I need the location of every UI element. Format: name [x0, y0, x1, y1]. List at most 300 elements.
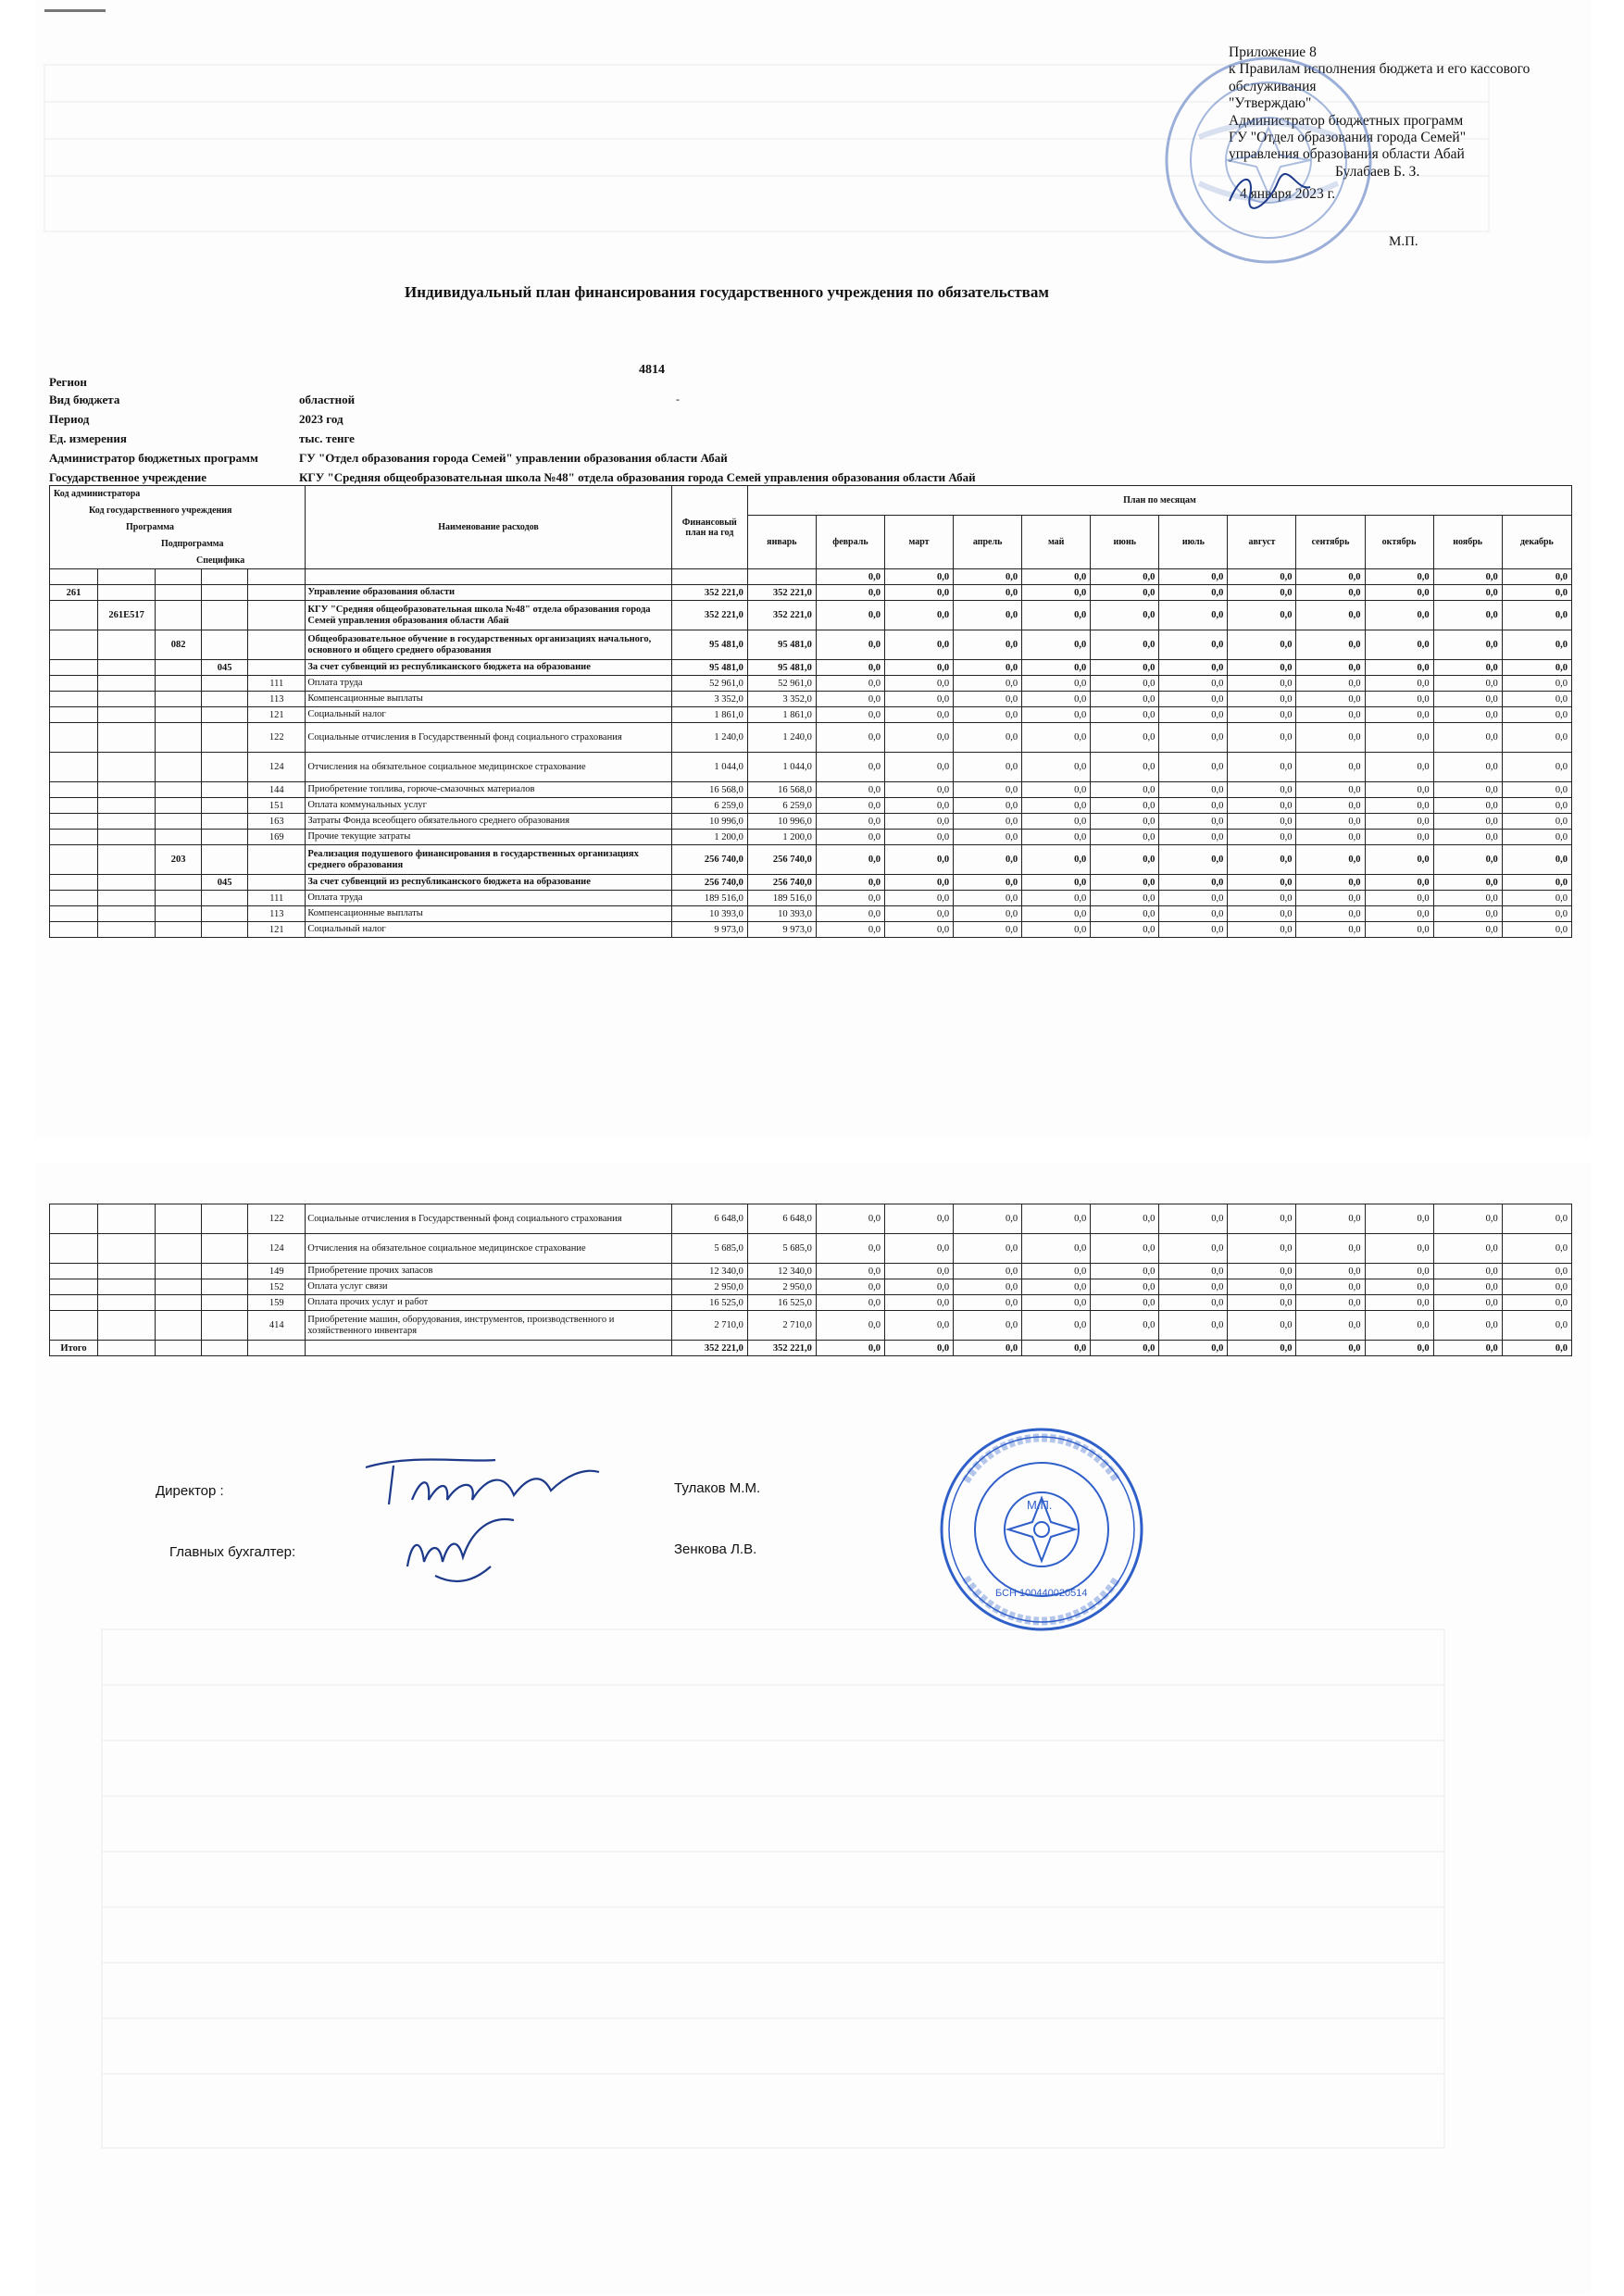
specifics-cell: 169 [248, 830, 306, 845]
inst-code-cell [98, 569, 156, 585]
subprogram-cell [202, 830, 248, 845]
month-cell-jan: 352 221,0 [747, 585, 816, 601]
month-cell: 0,0 [885, 1234, 954, 1264]
subprogram-cell: 045 [202, 875, 248, 891]
month-cell: 0,0 [885, 1341, 954, 1356]
admin-code-cell [50, 707, 98, 723]
annual-cell: 6 648,0 [671, 1204, 747, 1234]
expense-name-cell: Приобретение прочих запасов [306, 1264, 671, 1279]
admin-code-cell [50, 1295, 98, 1311]
month-cell: 0,0 [1433, 753, 1502, 782]
month-cell: 0,0 [1502, 692, 1571, 707]
month-cell: 0,0 [1091, 891, 1159, 906]
header-subprogram: Подпрограмма [161, 539, 224, 549]
month-cell: 0,0 [1502, 1341, 1571, 1356]
table-row [50, 1311, 1572, 1341]
month-cell: 0,0 [1228, 585, 1296, 601]
approval-line: "Утверждаю" [1229, 95, 1312, 112]
month-cell: 0,0 [1296, 1341, 1365, 1356]
specifics-cell: 144 [248, 782, 306, 798]
specifics-cell: 113 [248, 906, 306, 922]
expense-name-cell: Реализация подушевого финансирования в государственных организациях среднего образования [306, 845, 671, 875]
month-cell: 0,0 [1022, 891, 1091, 906]
month-cell: 0,0 [954, 798, 1022, 814]
admin-code-cell [50, 753, 98, 782]
month-cell: 0,0 [816, 891, 884, 906]
month-header: декабрь [1502, 516, 1571, 569]
program-cell [156, 830, 202, 845]
month-cell: 0,0 [885, 676, 954, 692]
program-cell [156, 906, 202, 922]
month-cell: 0,0 [954, 830, 1022, 845]
program-cell [156, 922, 202, 938]
program-cell [156, 569, 202, 585]
month-cell-jan: 1 200,0 [747, 830, 816, 845]
month-cell: 0,0 [1228, 723, 1296, 753]
month-cell: 0,0 [1365, 707, 1433, 723]
specifics-cell: 122 [248, 723, 306, 753]
month-cell: 0,0 [1022, 814, 1091, 830]
month-cell: 0,0 [1502, 1234, 1571, 1264]
month-cell: 0,0 [1433, 707, 1502, 723]
subprogram-cell [202, 1279, 248, 1295]
admin-code-cell [50, 1234, 98, 1264]
month-cell: 0,0 [1228, 707, 1296, 723]
header-inst-code: Код государственного учреждения [89, 505, 232, 516]
specifics-cell: 122 [248, 1204, 306, 1234]
accountant-signature-icon [398, 1511, 528, 1594]
admin-code-cell [50, 875, 98, 891]
expense-name-cell: Социальный налог [306, 707, 671, 723]
month-cell: 0,0 [885, 1311, 954, 1341]
month-cell: 0,0 [954, 1279, 1022, 1295]
month-cell: 0,0 [1022, 1204, 1091, 1234]
month-cell: 0,0 [816, 814, 884, 830]
month-cell: 0,0 [1296, 1234, 1365, 1264]
table-row [50, 891, 1572, 906]
table-row [50, 569, 1572, 585]
specifics-cell: 151 [248, 798, 306, 814]
month-cell: 0,0 [954, 753, 1022, 782]
month-header: октябрь [1365, 516, 1433, 569]
month-cell: 0,0 [1433, 1341, 1502, 1356]
month-cell: 0,0 [954, 1204, 1022, 1234]
admin-code-cell [50, 676, 98, 692]
admin-code-cell [50, 845, 98, 875]
table-row [50, 830, 1572, 845]
meta-label: Период [49, 412, 90, 426]
month-cell: 0,0 [816, 782, 884, 798]
month-header: сентябрь [1296, 516, 1365, 569]
month-cell: 0,0 [1296, 692, 1365, 707]
month-cell: 0,0 [1159, 660, 1228, 676]
month-cell: 0,0 [1159, 723, 1228, 753]
month-cell: 0,0 [1433, 723, 1502, 753]
program-cell [156, 707, 202, 723]
month-cell: 0,0 [1091, 845, 1159, 875]
table-row [50, 782, 1572, 798]
table-row [50, 906, 1572, 922]
specifics-cell: 121 [248, 707, 306, 723]
program-cell: 203 [156, 845, 202, 875]
month-cell: 0,0 [1502, 585, 1571, 601]
month-cell: 0,0 [1296, 630, 1365, 660]
program-cell [156, 585, 202, 601]
month-cell: 0,0 [1365, 891, 1433, 906]
month-cell: 0,0 [1159, 569, 1228, 585]
annual-cell: 352 221,0 [671, 585, 747, 601]
expense-name-cell: Социальные отчисления в Государственный фонд социального страхования [306, 723, 671, 753]
subprogram-cell: 045 [202, 660, 248, 676]
month-cell: 0,0 [885, 707, 954, 723]
expense-name-cell: Оплата прочих услуг и работ [306, 1295, 671, 1311]
accountant-name: Зенкова Л.В. [674, 1541, 757, 1557]
month-cell: 0,0 [885, 1204, 954, 1234]
month-cell: 0,0 [816, 845, 884, 875]
annual-cell: 189 516,0 [671, 891, 747, 906]
month-cell: 0,0 [1502, 1264, 1571, 1279]
month-cell: 0,0 [1022, 798, 1091, 814]
inst-code-cell [98, 782, 156, 798]
month-cell: 0,0 [1091, 585, 1159, 601]
month-cell: 0,0 [1091, 782, 1159, 798]
month-header: март [885, 516, 954, 569]
admin-code-cell [50, 906, 98, 922]
month-cell: 0,0 [816, 830, 884, 845]
month-cell: 0,0 [954, 660, 1022, 676]
month-cell: 0,0 [1022, 1295, 1091, 1311]
admin-code-cell: Итого [50, 1341, 98, 1356]
program-cell [156, 1311, 202, 1341]
month-cell-jan: 3 352,0 [747, 692, 816, 707]
inst-code-cell [98, 922, 156, 938]
annual-cell: 3 352,0 [671, 692, 747, 707]
month-cell: 0,0 [1022, 676, 1091, 692]
month-cell: 0,0 [1159, 830, 1228, 845]
month-cell: 0,0 [1365, 845, 1433, 875]
month-cell: 0,0 [1228, 676, 1296, 692]
month-cell-jan: 12 340,0 [747, 1264, 816, 1279]
director-name: Тулаков М.М. [674, 1480, 761, 1496]
month-cell: 0,0 [1022, 875, 1091, 891]
inst-code-cell [98, 1234, 156, 1264]
admin-code-cell [50, 1204, 98, 1234]
month-cell: 0,0 [1502, 814, 1571, 830]
month-header: июль [1159, 516, 1228, 569]
month-cell: 0,0 [954, 601, 1022, 630]
meta-label: Регион [49, 375, 87, 389]
month-cell: 0,0 [816, 798, 884, 814]
subprogram-cell [202, 707, 248, 723]
month-cell: 0,0 [1228, 601, 1296, 630]
month-cell: 0,0 [1159, 1311, 1228, 1341]
expense-name-cell: Общеобразовательное обучение в государственных организациях начального, основного и общего среднего образования [306, 630, 671, 660]
month-cell: 0,0 [1091, 1234, 1159, 1264]
month-cell: 0,0 [1502, 906, 1571, 922]
month-cell-jan: 6 648,0 [747, 1204, 816, 1234]
month-cell: 0,0 [816, 1204, 884, 1234]
expense-name-cell [306, 569, 671, 585]
inst-code-cell [98, 1264, 156, 1279]
month-cell-jan: 1 861,0 [747, 707, 816, 723]
month-cell: 0,0 [1228, 906, 1296, 922]
month-cell: 0,0 [816, 676, 884, 692]
month-cell: 0,0 [1296, 1204, 1365, 1234]
subprogram-cell [202, 585, 248, 601]
codes-header [50, 486, 306, 569]
month-cell: 0,0 [885, 630, 954, 660]
specifics-cell: 121 [248, 922, 306, 938]
month-cell: 0,0 [1228, 922, 1296, 938]
admin-code-cell [50, 1264, 98, 1279]
meta-value: 2023 год [299, 412, 344, 426]
program-cell [156, 1341, 202, 1356]
table-row [50, 676, 1572, 692]
meta-value: ГУ "Отдел образования города Семей" управлении образования области Абай [299, 451, 728, 465]
month-cell: 0,0 [1091, 676, 1159, 692]
director-signature-icon [356, 1449, 606, 1518]
month-cell: 0,0 [1228, 1311, 1296, 1341]
month-cell: 0,0 [1159, 585, 1228, 601]
month-cell: 0,0 [885, 782, 954, 798]
table-row [50, 630, 1572, 660]
month-cell: 0,0 [1296, 906, 1365, 922]
month-cell: 0,0 [816, 707, 884, 723]
month-cell: 0,0 [816, 1264, 884, 1279]
month-cell: 0,0 [1433, 1234, 1502, 1264]
month-cell: 0,0 [1022, 692, 1091, 707]
month-cell-jan: 52 961,0 [747, 676, 816, 692]
month-cell: 0,0 [954, 1341, 1022, 1356]
month-cell: 0,0 [1022, 922, 1091, 938]
month-header: февраль [816, 516, 884, 569]
header-program: Программа [126, 522, 174, 532]
specifics-cell [248, 585, 306, 601]
month-cell-jan: 2 950,0 [747, 1279, 816, 1295]
table-row [50, 845, 1572, 875]
annual-cell: 1 200,0 [671, 830, 747, 845]
month-cell: 0,0 [816, 630, 884, 660]
program-cell [156, 891, 202, 906]
month-cell: 0,0 [1502, 1295, 1571, 1311]
expense-name-cell: Приобретение машин, оборудования, инструментов, производственного и хозяйственного инвентаря [306, 1311, 671, 1341]
subprogram-cell [202, 723, 248, 753]
month-cell: 0,0 [1502, 630, 1571, 660]
inst-code-cell [98, 1204, 156, 1234]
subprogram-cell [202, 891, 248, 906]
month-cell-jan: 95 481,0 [747, 660, 816, 676]
header-admin-code: Код администратора [54, 489, 141, 499]
inst-code-cell [98, 1279, 156, 1295]
month-cell: 0,0 [1365, 798, 1433, 814]
month-cell-jan: 256 740,0 [747, 845, 816, 875]
month-cell: 0,0 [1159, 845, 1228, 875]
month-cell: 0,0 [1296, 798, 1365, 814]
month-cell: 0,0 [1159, 676, 1228, 692]
specifics-cell: 159 [248, 1295, 306, 1311]
expense-name-cell: Социальные отчисления в Государственный фонд социального страхования [306, 1204, 671, 1234]
table-row [50, 707, 1572, 723]
month-cell: 0,0 [1433, 798, 1502, 814]
table-row [50, 875, 1572, 891]
program-cell [156, 1234, 202, 1264]
program-cell [156, 1279, 202, 1295]
month-cell: 0,0 [1296, 782, 1365, 798]
month-cell: 0,0 [1433, 1279, 1502, 1295]
month-cell: 0,0 [1228, 814, 1296, 830]
header-name: Наименование расходов [306, 486, 671, 569]
month-cell: 0,0 [954, 875, 1022, 891]
month-cell: 0,0 [885, 1279, 954, 1295]
program-cell [156, 660, 202, 676]
meta-value: областной [299, 393, 356, 406]
table-row [50, 1279, 1572, 1295]
subprogram-cell [202, 601, 248, 630]
annual-cell: 95 481,0 [671, 660, 747, 676]
annual-cell: 256 740,0 [671, 845, 747, 875]
admin-code-cell [50, 601, 98, 630]
month-cell: 0,0 [1433, 630, 1502, 660]
specifics-cell [248, 845, 306, 875]
month-cell: 0,0 [885, 660, 954, 676]
expense-name-cell: За счет субвенций из республиканского бюджета на образование [306, 875, 671, 891]
month-cell: 0,0 [1433, 676, 1502, 692]
approval-line: ГУ "Отдел образования города Семей" [1229, 130, 1467, 146]
expense-name-cell: КГУ "Средняя общеобразовательная школа №48" отдела образования города Семей управления образования области Абай [306, 601, 671, 630]
month-cell: 0,0 [885, 891, 954, 906]
table-row [50, 692, 1572, 707]
month-cell: 0,0 [1091, 707, 1159, 723]
table-row [50, 753, 1572, 782]
month-cell: 0,0 [1365, 723, 1433, 753]
month-cell: 0,0 [1365, 753, 1433, 782]
program-cell [156, 1204, 202, 1234]
month-cell: 0,0 [1365, 1204, 1433, 1234]
annual-cell: 5 685,0 [671, 1234, 747, 1264]
header-plan: План по месяцам [747, 486, 1571, 516]
month-cell: 0,0 [1159, 753, 1228, 782]
month-cell: 0,0 [885, 1295, 954, 1311]
month-cell: 0,0 [1502, 845, 1571, 875]
month-cell: 0,0 [1365, 830, 1433, 845]
month-cell: 0,0 [954, 891, 1022, 906]
admin-code-cell [50, 798, 98, 814]
month-cell: 0,0 [1022, 1341, 1091, 1356]
month-cell: 0,0 [885, 1264, 954, 1279]
accountant-label: Главных бухгалтер: [169, 1544, 296, 1560]
month-cell: 0,0 [1365, 1311, 1433, 1341]
month-cell: 0,0 [816, 723, 884, 753]
specifics-cell: 113 [248, 692, 306, 707]
specifics-cell [248, 630, 306, 660]
month-cell: 0,0 [1022, 1311, 1091, 1341]
month-cell: 0,0 [1502, 601, 1571, 630]
month-cell: 0,0 [1502, 875, 1571, 891]
subprogram-cell [202, 782, 248, 798]
month-cell-jan: 10 996,0 [747, 814, 816, 830]
program-cell: 082 [156, 630, 202, 660]
month-cell: 0,0 [1022, 1279, 1091, 1295]
month-cell: 0,0 [1091, 1204, 1159, 1234]
month-cell: 0,0 [1159, 1279, 1228, 1295]
inst-code-cell [98, 1341, 156, 1356]
month-cell: 0,0 [1365, 1295, 1433, 1311]
month-cell: 0,0 [954, 1311, 1022, 1341]
month-cell-jan: 95 481,0 [747, 630, 816, 660]
specifics-cell [248, 1341, 306, 1356]
month-cell: 0,0 [1228, 875, 1296, 891]
month-cell: 0,0 [1159, 1341, 1228, 1356]
annual-cell: 10 393,0 [671, 906, 747, 922]
plan-table [49, 485, 1572, 938]
month-cell: 0,0 [1022, 585, 1091, 601]
month-cell: 0,0 [1091, 692, 1159, 707]
mp-label: М.П. [1389, 234, 1418, 249]
month-cell: 0,0 [1091, 830, 1159, 845]
month-cell: 0,0 [1159, 891, 1228, 906]
month-cell: 0,0 [1228, 891, 1296, 906]
subprogram-cell [202, 1295, 248, 1311]
month-cell: 0,0 [1296, 891, 1365, 906]
month-cell: 0,0 [1433, 1204, 1502, 1234]
month-cell: 0,0 [1296, 585, 1365, 601]
month-cell: 0,0 [1433, 891, 1502, 906]
month-cell: 0,0 [1091, 569, 1159, 585]
month-cell: 0,0 [1228, 1279, 1296, 1295]
specifics-cell: 111 [248, 676, 306, 692]
table-row [50, 1264, 1572, 1279]
annual-cell: 6 259,0 [671, 798, 747, 814]
month-cell-jan: 352 221,0 [747, 1341, 816, 1356]
month-cell: 0,0 [1365, 782, 1433, 798]
month-cell: 0,0 [1228, 798, 1296, 814]
subprogram-cell [202, 906, 248, 922]
month-cell: 0,0 [885, 601, 954, 630]
month-cell: 0,0 [1365, 585, 1433, 601]
month-cell: 0,0 [885, 906, 954, 922]
month-cell: 0,0 [816, 601, 884, 630]
table-row [50, 601, 1572, 630]
inst-code-cell [98, 798, 156, 814]
month-cell: 0,0 [1502, 782, 1571, 798]
inst-code-cell [98, 692, 156, 707]
month-cell: 0,0 [816, 753, 884, 782]
inst-code-cell [98, 1311, 156, 1341]
month-cell: 0,0 [954, 906, 1022, 922]
approval-date: 4 января 2023 г. [1240, 186, 1336, 203]
month-cell: 0,0 [1433, 845, 1502, 875]
month-cell: 0,0 [816, 1341, 884, 1356]
month-cell: 0,0 [1365, 1264, 1433, 1279]
month-cell: 0,0 [1159, 707, 1228, 723]
expense-name-cell: Приобретение топлива, горюче-смазочных материалов [306, 782, 671, 798]
month-cell-jan: 256 740,0 [747, 875, 816, 891]
month-cell: 0,0 [1502, 723, 1571, 753]
month-cell: 0,0 [1365, 676, 1433, 692]
month-cell: 0,0 [1365, 601, 1433, 630]
month-cell: 0,0 [1296, 875, 1365, 891]
meta-label: Администратор бюджетных программ [49, 451, 258, 465]
month-header: январь [747, 516, 816, 569]
month-cell: 0,0 [1022, 723, 1091, 753]
month-cell: 0,0 [885, 569, 954, 585]
program-cell [156, 1264, 202, 1279]
program-cell [156, 875, 202, 891]
month-cell: 0,0 [816, 692, 884, 707]
month-cell-jan: 2 710,0 [747, 1311, 816, 1341]
subprogram-cell [202, 1234, 248, 1264]
month-cell: 0,0 [1091, 723, 1159, 753]
